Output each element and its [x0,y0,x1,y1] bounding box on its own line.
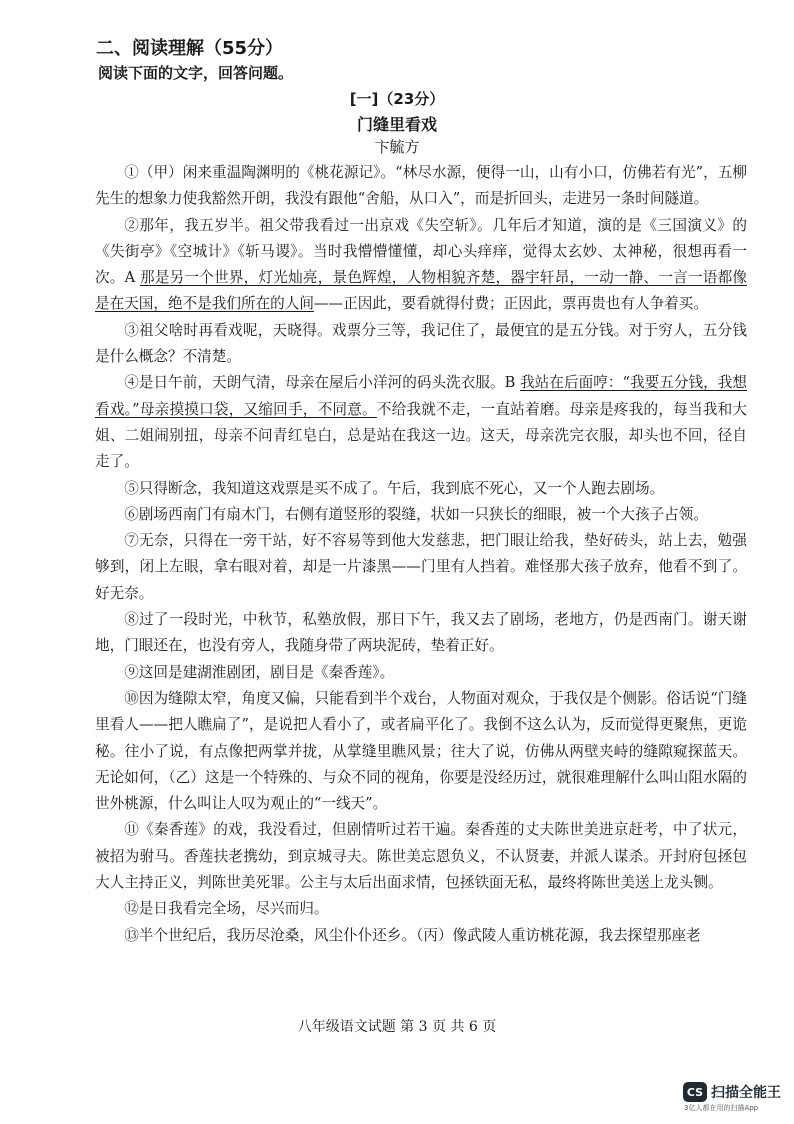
scanner-app-subtitle: 3亿人都在用的扫描App [684,1104,759,1112]
paragraph-text: ④是日午前，天朗气清，母亲在屋后小洋河的码头洗衣服。B [124,374,521,392]
paragraph-text: ①（甲）闲来重温陶渊明的《桃花源记》。“林尽水源，便得一山，山有小口，仿佛若有光”，五柳先生的想象力使我豁然开朗，我没有跟他“舍船，从口入”，而是折回头，走进另一条时间隧道。 [95,164,747,208]
paragraph-text: ⑨这回是建湖淮剧团，剧目是《秦香莲》。 [124,663,395,681]
article-paragraph [95,607,747,660]
paragraph-text: ⑤只得断念，我知道这戏票是买不成了。午后，我到底不死心，又一个人跑去剧场。 [124,479,665,497]
paragraph-text: ⑬半个世纪后，我历尽沧桑，风尘仆仆还乡。（丙）像武陵人重访桃花源，我去探望那座老 [124,926,701,944]
article-title: 门缝里看戏 [356,115,437,134]
page-footer: 八年级语文试题 第 3 页 共 6 页 [297,1019,497,1035]
paragraph-text: ⑥剧场西南门有扇木门，右侧有道竖形的裂缝，状如一只狭长的细眼，被一个大孩子占领。 [124,505,708,523]
article-paragraph [95,160,747,213]
article-paragraph [95,817,747,896]
section-title: 二、阅读理解（55分） [96,38,284,59]
underlined-sentence: 我站在后面哼：“我要五分钱，我想看戏。”母亲摸摸口袋，又缩回手，不同意。 [95,374,747,418]
paragraph-text: ⑫是日我看完全场，尽兴而归。 [124,900,329,918]
paragraph-text: ⑦无奈，只得在一旁干站，好不容易等到他大发慈悲，把门眼让给我，垫好砖头，站上去，勉强够到，闭上左眼，拿右眼对着，却是一片漆黑——门里有人挡着。难怪那大孩子放弃，他看不到了。好无奈。 [95,532,747,602]
underlined-sentence: 那是另一个世界，灯光灿亮，景色辉煌，人物相貌齐楚，器宇轩昂，一动一静、一言一语都像是在天国，绝不是我们所在的人间 [95,269,747,313]
article-paragraph [95,213,747,318]
article-paragraph [95,923,747,949]
paragraph-text: 不给我就不走，一直站着磨。母亲是疼我的，每当我和大姐、二姐闹别扭，母亲不问青红皂白，总是站在我这一边。这天，母亲洗完衣服，却头也不回，径自走了。 [95,400,747,471]
paragraph-text: ——正因此，要看就得付费；正因此，票再贵也有人争着买。 [313,295,708,313]
article-body [95,160,747,949]
article-paragraph [95,318,747,371]
article-paragraph [95,660,747,686]
section-instruction: 阅读下面的文字，回答问题。 [98,64,294,82]
article-paragraph [95,686,747,817]
scanner-watermark [683,1082,781,1102]
article-paragraph [95,896,747,922]
scanner-logo-icon: CS [683,1082,707,1102]
paragraph-text: ⑪《秦香莲》的戏，我没看过，但剧情听过若干遍。秦香莲的丈夫陈世美进京赶考，中了状元，被招为驸马。香莲扶老携幼，到京城寻夫。陈世美忘恩负义，不认贤妻，并派人谋杀。开封府包拯包大人主持正义，判陈世美死罪。公主与太后出面求情，包拯铁面无私，最终将陈世美送上龙头铡。 [95,821,747,892]
paragraph-text: ②那年，我五岁半。祖父带我看过一出京戏《失空斩》。几年后才知道，演的是《三国演义》的《失街亭》《空城计》《斩马谡》。当时我懵懵懂懂，却心头痒痒，觉得太玄妙、太神秘，很想再看一次。A [95,216,747,287]
article-paragraph [95,370,747,475]
article-author: 卞毓方 [374,138,420,156]
scanner-app-name: 扫描全能王 [711,1085,781,1101]
article-paragraph [95,528,747,607]
part-label: [一]（23分） [349,90,445,108]
paragraph-text: ⑩因为缝隙太窄，角度又偏，只能看到半个戏台，人物面对观众，于我仅是个侧影。俗话说“门缝里看人——把人瞧扁了”，是说把人看小了，或者扁平化了。我倒不这么认为，反而觉得更聚焦，更诡秘。往小了说，有点像把两掌并拢，从掌缝里瞧风景；往大了说，仿佛从两壁夹峙的缝隙窥探蓝天。无论如何，（乙）这是一个特殊的、与众不同的视角，你要是没经历过，就很难理解什么叫山阻水隔的世外桃源，什么叫让人叹为观止的“一线天”。 [95,689,747,813]
article-paragraph [95,476,747,502]
article-paragraph [95,502,747,528]
paragraph-text: ⑧过了一段时光，中秋节，私塾放假，那日下午，我又去了剧场，老地方，仍是西南门。谢天谢地，门眼还在，也没有旁人，我随身带了两块泥砖，垫着正好。 [95,611,747,655]
paragraph-text: ③祖父啥时再看戏呢，天晓得。戏票分三等，我记住了，最便宜的是五分钱。对于穷人，五分钱是什么概念？不清楚。 [95,321,747,366]
